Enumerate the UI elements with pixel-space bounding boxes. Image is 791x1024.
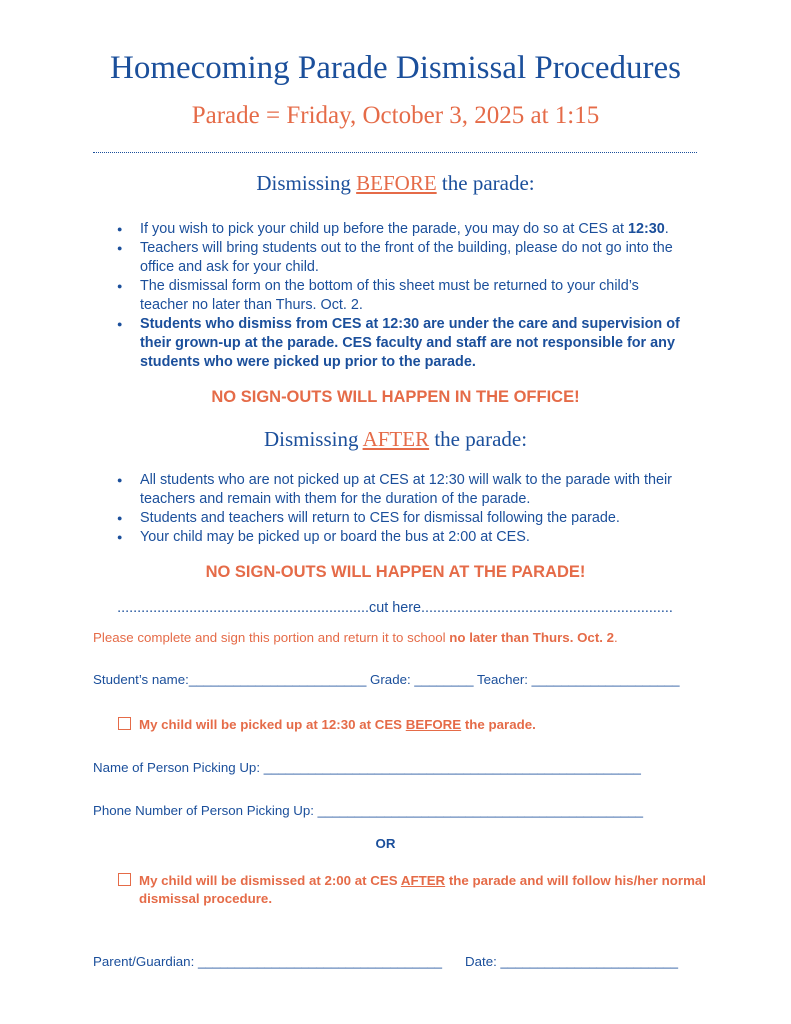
list-item: ● All students who are not picked up at CES at 12:30 will walk to the parade with their teachers and remain with them for the duration of the parade. — [120, 471, 680, 509]
date-field[interactable]: Date: ________________________ — [465, 954, 678, 969]
heading-text: the parade: — [436, 171, 535, 195]
parent-signature-field[interactable]: Parent/Guardian: _________________________________ — [93, 954, 442, 969]
cut-line: ...............................................................cut here............................................................... — [117, 600, 673, 616]
before-heading — [0, 171, 791, 196]
heading-text: the parade: — [429, 427, 528, 451]
student-info-fields[interactable]: Student’s name:________________________ Grade: ________ Teacher: ____________________ — [93, 672, 680, 687]
heading-text: Dismissing — [256, 171, 357, 195]
item-text: . — [664, 221, 669, 237]
option-emphasis: BEFORE — [405, 717, 462, 732]
list-item: ● Teachers will bring students out to the front of the building, please do not go into the office and ask for your child. — [120, 239, 680, 277]
option-after — [118, 872, 719, 908]
option-text: My child will be dismissed at 2:00 at CES — [139, 873, 401, 888]
list-item: ● Your child may be picked up or board the bus at 2:00 at CES. — [120, 528, 680, 547]
after-heading — [0, 427, 791, 452]
list-item — [120, 220, 680, 239]
list-item: ● Students who dismiss from CES at 12:30 are under the care and supervision of their grown-up at the parade. CES faculty and staff are not responsible for any students who were picked up prior to the parade. — [120, 315, 680, 372]
parade-warning: NO SIGN-OUTS WILL HAPPEN AT THE PARADE! — [205, 563, 586, 581]
option-text: the parade and will follow his/her normal dismissal procedure. — [139, 873, 706, 906]
option-text: My child will be picked up at 12:30 at CES — [139, 717, 406, 732]
or-label: OR — [375, 836, 396, 851]
divider — [93, 152, 697, 153]
after-list — [120, 471, 680, 547]
option-text: the parade. — [461, 717, 536, 732]
list-item: ● Students and teachers will return to CES for dismissal following the parade. — [120, 509, 680, 528]
option-before — [118, 716, 536, 734]
item-bold: 12:30 — [627, 221, 665, 237]
page-title: Homecoming Parade Dismissal Procedures — [110, 50, 681, 86]
option-emphasis: AFTER — [400, 873, 446, 888]
heading-emphasis: AFTER — [362, 427, 430, 451]
checkbox-before[interactable] — [118, 717, 131, 730]
parade-date: Parade = Friday, October 3, 2025 at 1:15 — [191, 102, 600, 129]
deadline: no later than Thurs. Oct. 2 — [449, 630, 615, 645]
instructions-text: . — [614, 630, 618, 645]
before-list — [120, 220, 680, 372]
form-instructions — [93, 630, 618, 645]
heading-emphasis: BEFORE — [356, 171, 437, 195]
checkbox-after[interactable] — [118, 873, 131, 886]
office-warning: NO SIGN-OUTS WILL HAPPEN IN THE OFFICE! — [211, 388, 580, 406]
pickup-phone-field[interactable]: Phone Number of Person Picking Up: ____________________________________________ — [93, 803, 644, 818]
list-item: ● The dismissal form on the bottom of this sheet must be returned to your child’s teacher no later than Thurs. Oct. 2. — [120, 277, 680, 315]
heading-text: Dismissing — [263, 427, 363, 451]
pickup-name-field[interactable]: Name of Person Picking Up: ___________________________________________________ — [93, 760, 641, 775]
item-text: If you wish to pick your child up before the parade, you may do so at CES at — [140, 221, 628, 237]
instructions-text: Please complete and sign this portion and return it to school — [93, 630, 450, 645]
